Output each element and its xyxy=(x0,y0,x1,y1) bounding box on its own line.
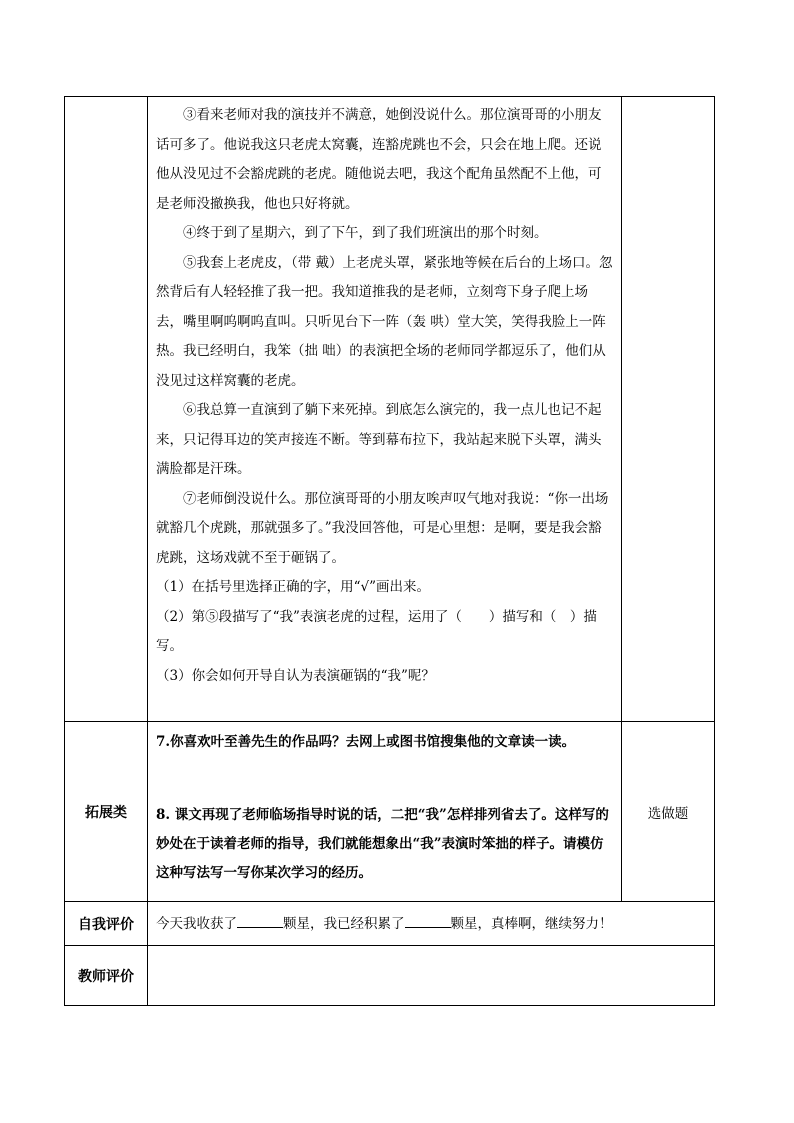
stars-earned-blank[interactable] xyxy=(237,913,283,928)
extension-category: 拓展类 xyxy=(65,722,148,902)
paragraph-6: ⑥我总算一直演到了躺下来死掉。到底怎么演完的，我一点儿也记不起来，只记得耳边的笑声接连不断。等到幕布拉下，我站起来脱下头罩，满头满脸都是汗珠。 xyxy=(156,402,602,477)
self-eval-category: 自我评价 xyxy=(65,902,148,946)
optional-note: 选做题 xyxy=(622,722,715,902)
paragraph-7: ⑦老师倒没说什么。那位演哥哥的小朋友唉声叹气地对我说：“你一出场就豁几个虎跳，那就强多了。”我没回答他，可是心里想：是啊，要是我会豁虎跳，这场戏就不至于砸锅了。 xyxy=(156,490,609,566)
question-2: （2）第⑤段描写了“我”表演老虎的过程，运用了（ ）描写和（ ）描写。 xyxy=(156,608,597,654)
paragraph-3: ③看来老师对我的演技并不满意，她倒没说什么。那位演哥哥的小朋友话可多了。他说我这只老虎太窝囊，连豁虎跳也不会，只会在地上爬。还说他从没见过不会豁虎跳的老虎。随他说去吧，我这个配角虽然配不上他，可是老师没撤换我，他也只好将就。 xyxy=(156,107,602,212)
self-eval-text-2: 颗星，我已经积累了 xyxy=(283,915,405,932)
paragraph-4: ④终于到了星期六，到了下午，到了我们班演出的那个时刻。 xyxy=(183,225,548,241)
stars-total-blank[interactable] xyxy=(405,913,451,928)
teacher-eval-row xyxy=(65,946,715,1006)
question-3: （3）你会如何开导自认为表演砸锅的“我”呢？ xyxy=(156,667,435,684)
teacher-eval-category: 教师评价 xyxy=(65,946,148,1006)
self-eval-text-1: 今天我收获了 xyxy=(156,915,237,932)
question-8: 8. 课文再现了老师临场指导时说的话，二把“我”怎样排列省去了。这样写的妙处在于读着老师的指导，我们就能想象出“我”表演时笨拙的样子。请模仿这种写法写一写你某次学习的经历。 xyxy=(156,807,609,881)
worksheet xyxy=(64,96,714,1006)
question-7: 7.你喜欢叶至善先生的作品吗？去网上或图书馆搜集他的文章读一读。 xyxy=(156,734,576,750)
paragraph-5: ⑤我套上老虎皮，（带 戴）上老虎头罩，紧张地等候在后台的上场口。忽然背后有人轻轻推了我一把。我知道推我的是老师，立刻弯下身子爬上场去，嘴里啊呜啊呜直叫。只听见台下一阵（轰 哄）堂大笑，笑得我脸上一阵热。我已经明白，我笨（拙 咄）的表演把全场的老师同学都逗乐了，他们从没见过这样窝囊的老虎。 xyxy=(156,254,613,389)
reading-note-cell xyxy=(622,97,715,722)
answer-space-7[interactable] xyxy=(156,757,613,801)
self-eval-content xyxy=(148,902,715,946)
reading-row xyxy=(65,97,715,722)
question-1: （1）在括号里选择正确的字，用“√”画出来。 xyxy=(156,579,430,595)
self-eval-row xyxy=(65,902,715,946)
reading-content xyxy=(148,97,622,722)
extension-content xyxy=(148,722,622,902)
teacher-eval-content[interactable] xyxy=(148,946,715,1006)
reading-category-cell xyxy=(65,97,148,722)
self-eval-text-3: 颗星，真棒啊，继续努力！ xyxy=(450,915,613,932)
worksheet-table xyxy=(64,96,715,1006)
extension-row xyxy=(65,722,715,902)
